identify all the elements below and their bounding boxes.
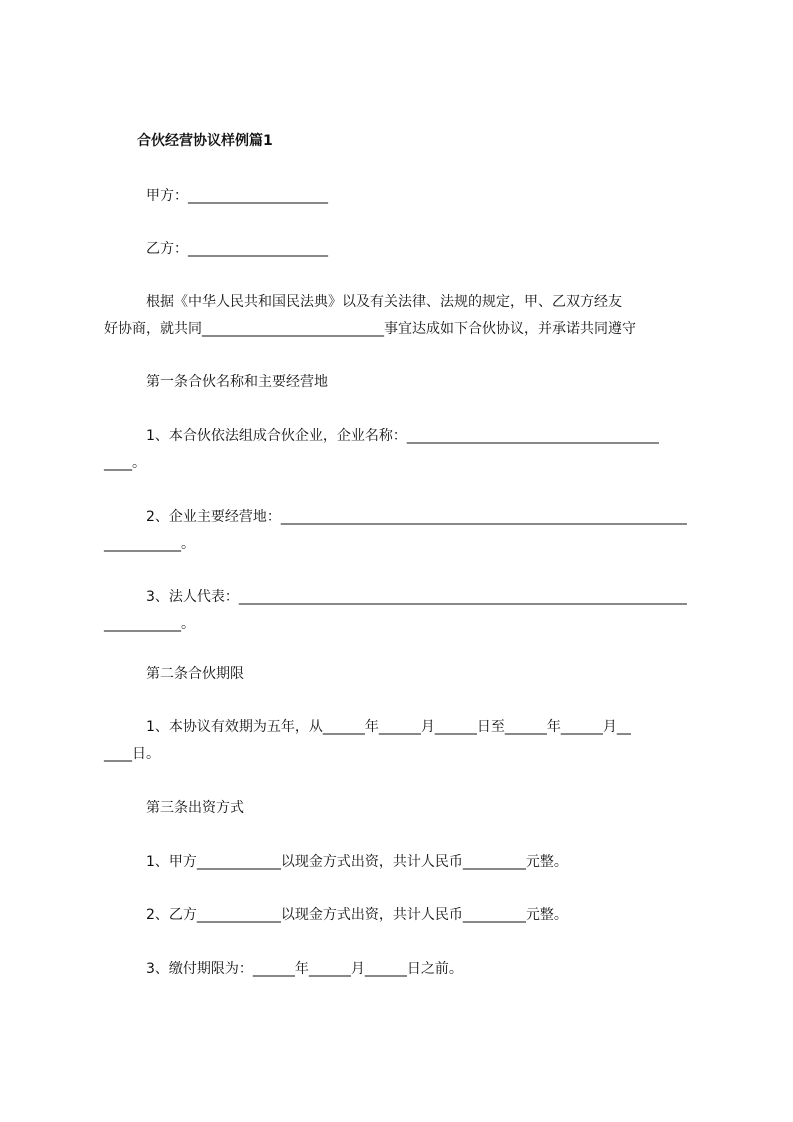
article-3-heading: 第三条出资方式	[146, 800, 244, 816]
preamble-line-2: 好协商，就共同__________________________事宜达成如下合伙协议，并承诺共同遵守	[104, 321, 636, 337]
article-1-item-2: 2、企业主要经营地：__________________________________________________________	[146, 509, 687, 525]
article-2-item-1-cont: ____日。	[104, 746, 160, 762]
article-1-item-1: 1、本合伙依法组成合伙企业，企业名称：____________________________________	[146, 428, 659, 444]
article-3-item-1: 1、甲方____________以现金方式出资，共计人民币_________元整。	[146, 854, 568, 870]
document-title: 合伙经营协议样例篇1	[137, 133, 273, 149]
party-a-line: 甲方：____________________	[146, 188, 328, 204]
article-2-heading: 第二条合伙期限	[146, 666, 244, 682]
article-3-item-2: 2、乙方____________以现金方式出资，共计人民币_________元整。	[146, 907, 568, 923]
article-3-item-3: 3、缴付期限为：______年______月______日之前。	[146, 961, 463, 977]
article-2-item-1: 1、本协议有效期为五年，从______年______月______日至______年______月__	[146, 719, 631, 735]
article-1-item-2-cont: ___________。	[104, 536, 195, 552]
article-1-item-3-cont: ___________。	[104, 616, 195, 632]
article-1-heading: 第一条合伙名称和主要经营地	[146, 374, 328, 390]
article-1-item-3: 3、法人代表：________________________________________________________________	[146, 589, 687, 605]
article-1-item-1-cont: ____。	[104, 455, 146, 471]
preamble-line-1: 根据《中华人民共和国民法典》以及有关法律、法规的规定，甲、乙双方经友	[146, 294, 622, 310]
party-b-line: 乙方：____________________	[146, 241, 328, 257]
